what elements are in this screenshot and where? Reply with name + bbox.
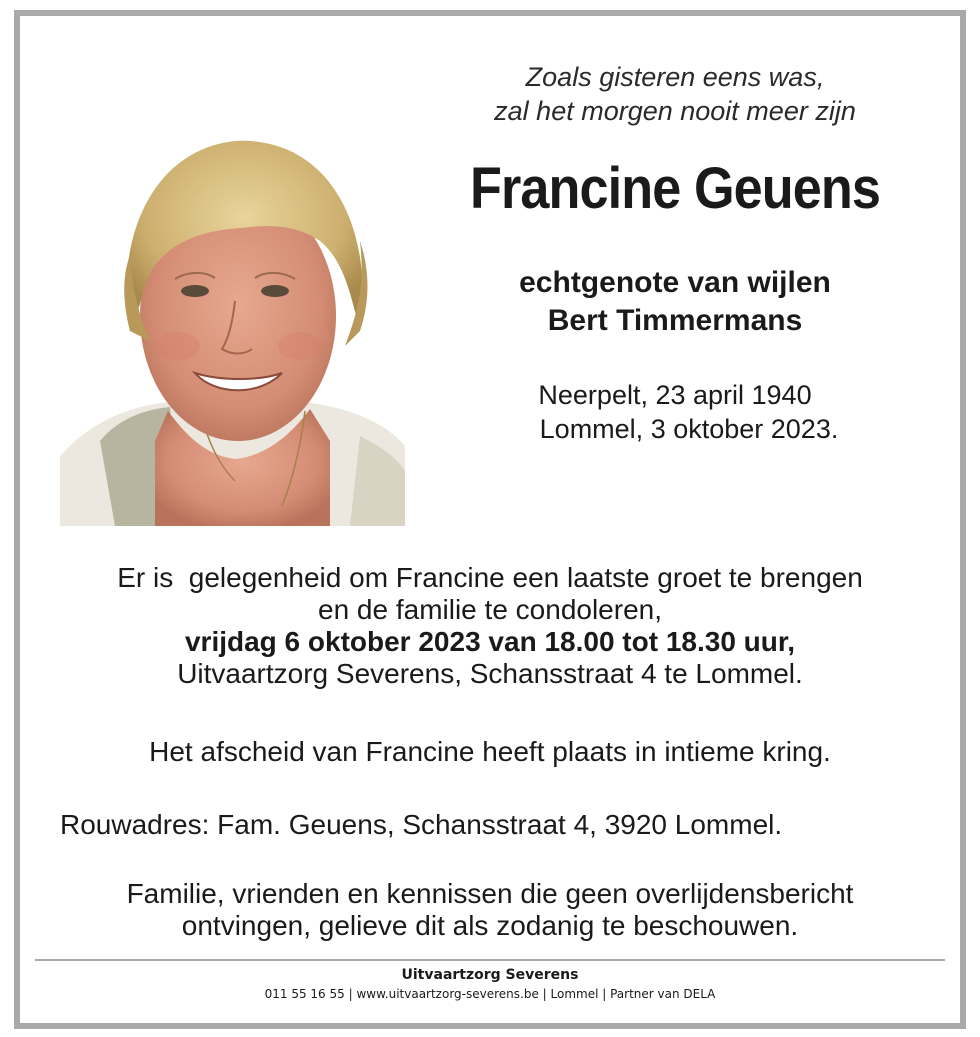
- footer-company: Uitvaartzorg Severens: [401, 967, 579, 983]
- condolence-date-time: vrijdag 6 oktober 2023 van 18.00 tot 18.30 uur,: [184, 626, 796, 657]
- condolence-line-2: en de familie te condoleren,: [318, 594, 662, 625]
- memorial-quote: [415, 60, 935, 128]
- notice-content: [20, 16, 960, 1023]
- condolence-line-1: Er is gelegenheid om Francine een laatste groet te brengen: [117, 562, 863, 593]
- condolence-paragraph: [20, 562, 960, 690]
- mourning-address: Rouwadres: Fam. Geuens, Schansstraat 4, 3920 Lommel.: [60, 809, 783, 840]
- quote-line-2: zal het morgen nooit meer zijn: [494, 96, 856, 126]
- farewell-paragraph: Het afscheid van Francine heeft plaats in intieme kring.: [149, 736, 831, 767]
- notice-line-2: ontvingen, gelieve dit als zodanig te beschouwen.: [181, 910, 799, 941]
- quote-line-1: Zoals gisteren eens was,: [525, 62, 825, 92]
- notice-line-1: Familie, vrienden en kennissen die geen overlijdensbericht: [126, 878, 854, 909]
- footer-contact: 011 55 16 55 | www.uitvaartzorg-severens.be | Lommel | Partner van DELA: [264, 987, 716, 1001]
- spouse-info: [415, 264, 935, 340]
- life-dates: [415, 378, 935, 446]
- notice-frame: [14, 10, 966, 1029]
- spouse-line-2: Bert Timmermans: [547, 304, 803, 337]
- spouse-line-1: echtgenote van wijlen: [519, 266, 831, 299]
- deceased-name: Francine Geuens: [469, 156, 881, 221]
- portrait-photo: [60, 111, 405, 526]
- notice-paragraph: [20, 878, 960, 942]
- footer-divider: [35, 959, 945, 961]
- birth-date: Neerpelt, 23 april 1940: [538, 380, 812, 410]
- condolence-location: Uitvaartzorg Severens, Schansstraat 4 te Lommel.: [177, 658, 803, 689]
- death-date: Lommel, 3 oktober 2023.: [539, 414, 839, 444]
